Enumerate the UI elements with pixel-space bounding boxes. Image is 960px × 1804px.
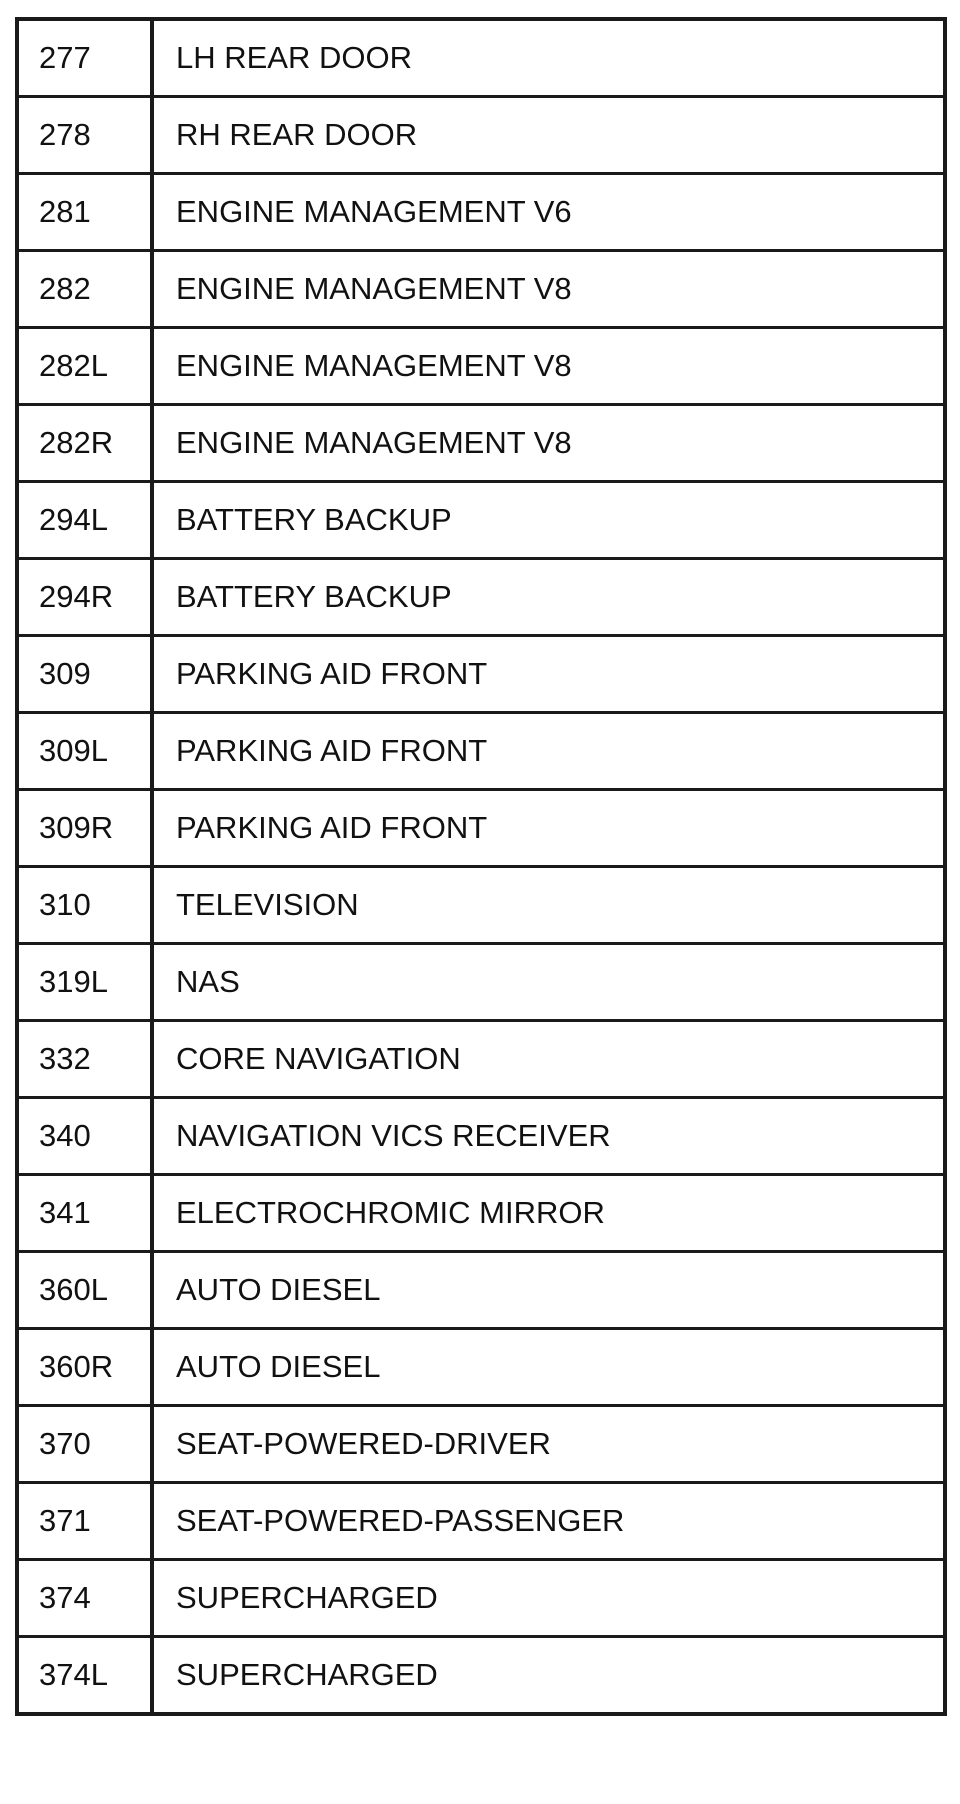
- code-cell: 374: [17, 1560, 152, 1637]
- description-cell: SEAT-POWERED-DRIVER: [152, 1406, 945, 1483]
- table-row: [17, 636, 945, 713]
- table-row: [17, 19, 945, 97]
- description-cell: ENGINE MANAGEMENT V6: [152, 174, 945, 251]
- table-row: [17, 559, 945, 636]
- code-description-table: [15, 17, 947, 1716]
- table-row: [17, 1483, 945, 1560]
- table-row: [17, 867, 945, 944]
- description-cell: RH REAR DOOR: [152, 97, 945, 174]
- description-cell: SUPERCHARGED: [152, 1560, 945, 1637]
- description-cell: TELEVISION: [152, 867, 945, 944]
- table-row: [17, 174, 945, 251]
- description-cell: BATTERY BACKUP: [152, 482, 945, 559]
- table-row: [17, 405, 945, 482]
- table-row: [17, 251, 945, 328]
- table-body: [17, 19, 945, 1714]
- table-row: [17, 790, 945, 867]
- description-cell: SUPERCHARGED: [152, 1637, 945, 1715]
- description-cell: ELECTROCHROMIC MIRROR: [152, 1175, 945, 1252]
- description-cell: SEAT-POWERED-PASSENGER: [152, 1483, 945, 1560]
- description-cell: PARKING AID FRONT: [152, 636, 945, 713]
- table-row: [17, 1252, 945, 1329]
- code-cell: 319L: [17, 944, 152, 1021]
- code-cell: 340: [17, 1098, 152, 1175]
- table-row: [17, 482, 945, 559]
- table-row: [17, 1175, 945, 1252]
- code-cell: 278: [17, 97, 152, 174]
- description-cell: PARKING AID FRONT: [152, 790, 945, 867]
- table-row: [17, 713, 945, 790]
- code-cell: 360R: [17, 1329, 152, 1406]
- table-row: [17, 944, 945, 1021]
- table-row: [17, 1329, 945, 1406]
- code-cell: 374L: [17, 1637, 152, 1715]
- code-cell: 282R: [17, 405, 152, 482]
- description-cell: ENGINE MANAGEMENT V8: [152, 405, 945, 482]
- code-cell: 294L: [17, 482, 152, 559]
- table-row: [17, 328, 945, 405]
- description-cell: NAS: [152, 944, 945, 1021]
- code-cell: 341: [17, 1175, 152, 1252]
- code-cell: 332: [17, 1021, 152, 1098]
- description-cell: AUTO DIESEL: [152, 1252, 945, 1329]
- code-cell: 360L: [17, 1252, 152, 1329]
- table-row: [17, 1637, 945, 1715]
- code-cell: 282: [17, 251, 152, 328]
- table-row: [17, 1098, 945, 1175]
- code-cell: 310: [17, 867, 152, 944]
- table-row: [17, 1560, 945, 1637]
- code-cell: 282L: [17, 328, 152, 405]
- code-cell: 309L: [17, 713, 152, 790]
- code-cell: 309: [17, 636, 152, 713]
- table-row: [17, 1021, 945, 1098]
- code-cell: 294R: [17, 559, 152, 636]
- code-cell: 309R: [17, 790, 152, 867]
- description-cell: AUTO DIESEL: [152, 1329, 945, 1406]
- description-cell: LH REAR DOOR: [152, 19, 945, 97]
- description-cell: NAVIGATION VICS RECEIVER: [152, 1098, 945, 1175]
- code-cell: 281: [17, 174, 152, 251]
- code-cell: 277: [17, 19, 152, 97]
- description-cell: ENGINE MANAGEMENT V8: [152, 328, 945, 405]
- description-cell: CORE NAVIGATION: [152, 1021, 945, 1098]
- description-cell: ENGINE MANAGEMENT V8: [152, 251, 945, 328]
- description-cell: BATTERY BACKUP: [152, 559, 945, 636]
- table-row: [17, 97, 945, 174]
- table-row: [17, 1406, 945, 1483]
- code-cell: 370: [17, 1406, 152, 1483]
- code-cell: 371: [17, 1483, 152, 1560]
- description-cell: PARKING AID FRONT: [152, 713, 945, 790]
